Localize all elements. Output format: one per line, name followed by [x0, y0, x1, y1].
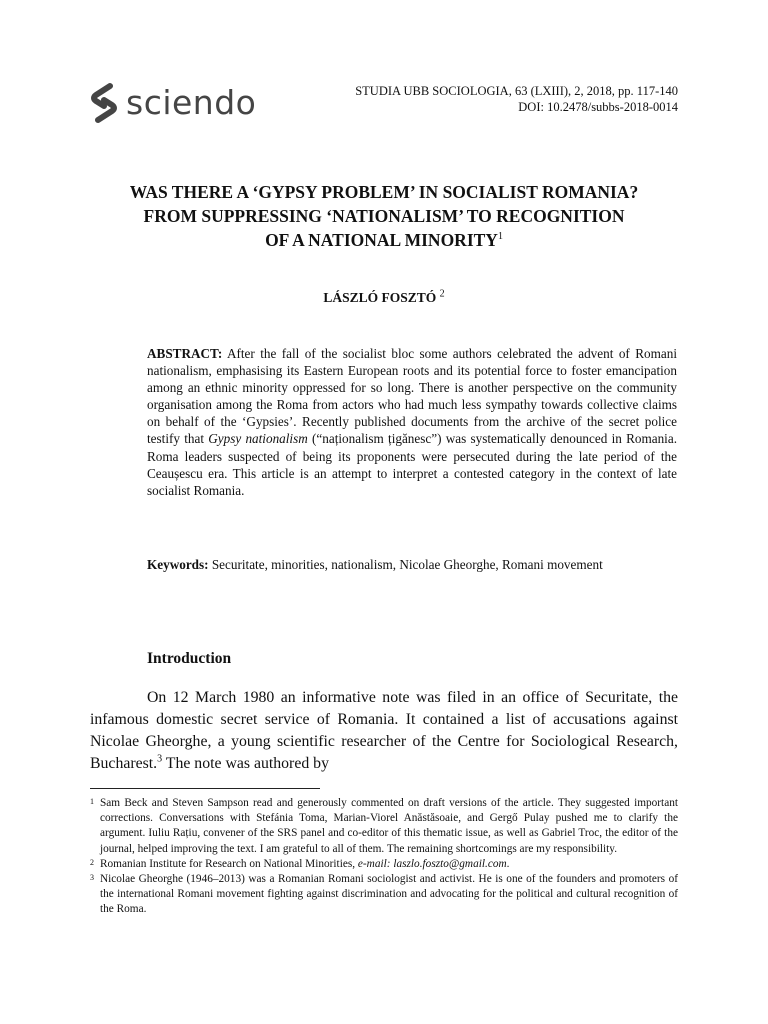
doi-line[interactable]: DOI: 10.2478/subbs-2018-0014	[518, 100, 678, 114]
keywords	[147, 556, 677, 573]
logo-wordmark: sciendo	[126, 83, 257, 122]
title-line-2: FROM SUPPRESSING ‘NATIONALISM’ TO RECOGNITION	[143, 206, 625, 226]
footnote-text: Nicolae Gheorghe (1946–2013) was a Romanian Romani sociologist and activist. He is one of the founders and promoters of the international Romani movement fighting against discrimination and advocating for the political and cultural recognition of the Roma.	[100, 873, 678, 916]
footnote-text: Romanian Institute for Research on National Minorities,	[100, 857, 358, 870]
footnote-number: 1	[90, 797, 94, 806]
title-line-3	[90, 228, 678, 252]
intro-footnote-mark[interactable]: 3	[157, 753, 163, 765]
keywords-label: Keywords:	[147, 557, 209, 572]
journal-line: STUDIA UBB SOCIOLOGIA, 63 (LXIII), 2, 2018, pp. 117-140	[355, 84, 678, 98]
sciendo-s-icon	[90, 82, 118, 124]
title-line-1: WAS THERE A ‘GYPSY PROBLEM’ IN SOCIALIST ROMANIA?	[129, 182, 639, 202]
author-name: LÁSZLÓ FOSZTÓ	[323, 290, 437, 305]
footnotes	[90, 796, 678, 918]
footnote-2	[90, 857, 678, 872]
introduction-heading: Introduction	[147, 650, 232, 667]
sciendo-logo[interactable]	[90, 82, 256, 124]
journal-citation	[355, 83, 678, 115]
footnote-text-end: .	[506, 857, 510, 870]
title-line-3-text: OF A NATIONAL MINORITY	[265, 230, 498, 250]
abstract	[147, 345, 677, 499]
footnote-email[interactable]: e-mail: laszlo.foszto@gmail.com	[357, 857, 507, 870]
intro-text-1: On 12 March 1980 an informative note was filed in an office of Securitate, the infamous domestic secret service of Romania. It contained a list of accusations against Nicolae Gheorghe, a young scientific researcher of the Centre for Sociological Research, Bucharest.	[90, 689, 678, 772]
abstract-text-1: After the fall of the socialist bloc some authors celebrated the advent of Romani nationalism, emphasising its Eastern European roots and its potential force to foster emancipation among an ethnic minority oppressed for so long. There is another perspective on the community organisation among the Roma from actors who had much less sympathy towards collective claims on behalf of the ‘Gypsies’. Recently published documents from the archive of the secret police testify that	[147, 346, 677, 447]
footnote-number: 2	[90, 857, 94, 867]
footnote-separator	[90, 788, 320, 789]
author-line	[90, 289, 678, 307]
keywords-text: Securitate, minorities, nationalism, Nicolae Gheorghe, Romani movement	[208, 557, 603, 572]
introduction-paragraph	[90, 687, 678, 775]
intro-text-2: The note was authored by	[162, 755, 329, 772]
author-footnote-mark[interactable]: 2	[439, 288, 445, 300]
title-footnote-mark[interactable]: 1	[497, 231, 503, 243]
footnote-text: Sam Beck and Steven Sampson read and generously commented on draft versions of the article. They suggested important corrections. Conversations with Stefánia Toma, Marian-Viorel Anăstăsoaie, and Gergő Pulay pushed me to clarify the argument. Iuliu Rațiu, convener of the SRS panel and co-editor of this thematic issue, as well as Gabriel Troc, the editor of the journal, helped improving the text. I am grateful to all of them. The remaining shortcomings are my responsibility.	[100, 797, 678, 855]
footnote-1	[90, 796, 678, 857]
footnote-number: 3	[90, 873, 94, 883]
abstract-label: ABSTRACT:	[147, 346, 223, 361]
abstract-text-2: (“naționalism țigănesc”) was systematically denounced in Romania. Roma leaders suspected of being its proponents were persecuted during the late period of the Ceaușescu era. This article is an attempt to interpret a contested category in the context of late socialist Romania.	[147, 431, 677, 498]
article-title	[90, 180, 678, 252]
abstract-italic-term: Gypsy nationalism	[208, 431, 308, 447]
footnote-3	[90, 872, 678, 918]
